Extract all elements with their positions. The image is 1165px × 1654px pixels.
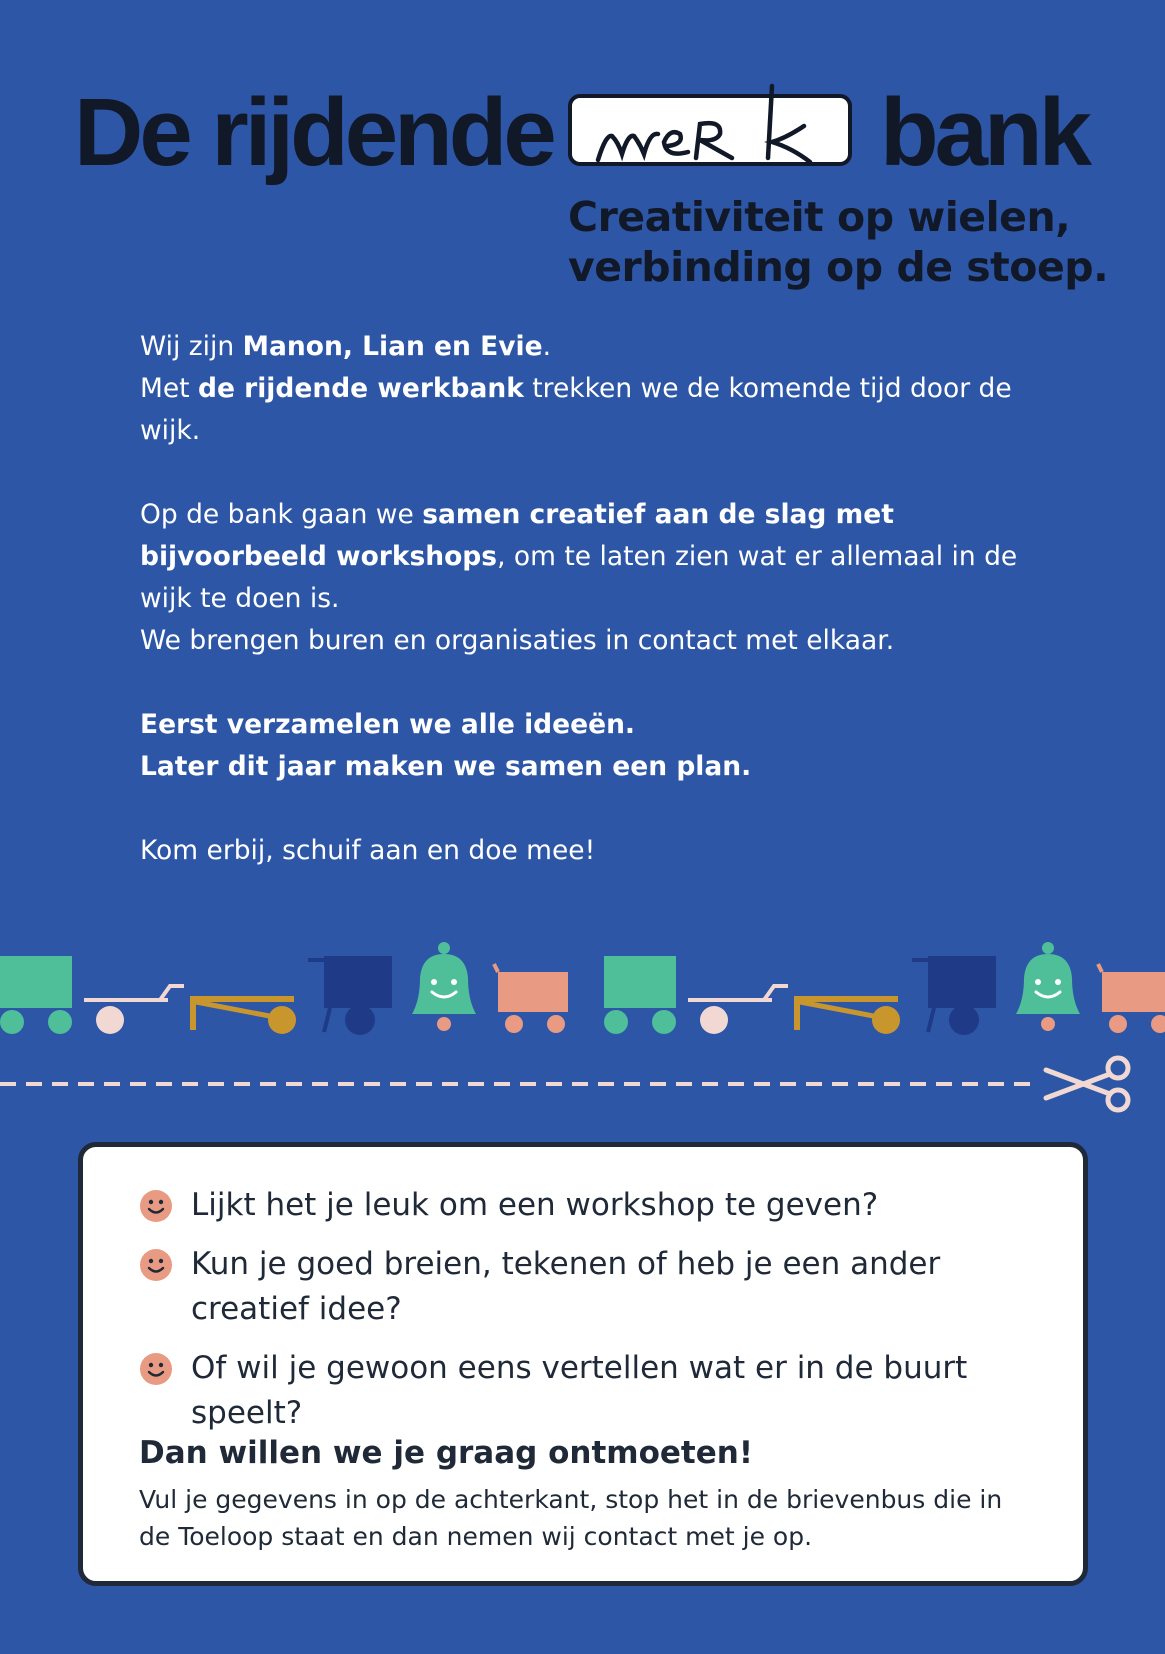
smiling-bell-icon [412,942,476,1031]
intro-bold-line: Later dit jaar maken we samen een plan. [140,751,752,782]
intro-text-segment: , om te laten zien wat er allemaal in de wijk te doen is. [140,541,1018,614]
werk-handwriting-icon [572,82,856,178]
vehicle-border [0,930,1165,1050]
subtitle-line1: Creativiteit op wielen, [568,193,1071,241]
intro-bank-name: de rijdende werkbank [197,373,524,404]
title-part1: De rijdende [74,79,553,186]
smiley-icon [139,1352,173,1386]
cut-line [0,1050,1165,1120]
list-item [139,1346,1039,1436]
intro-paragraph-1 [140,326,1020,452]
list-item [139,1242,1039,1332]
title-part2: bank [880,79,1089,186]
intro-bold-line: Eerst verzamelen we alle ideeën. [140,709,635,740]
intro-paragraph-2 [140,494,1020,662]
intro-text-segment: Op de bank gaan we [140,499,423,530]
pram-icon [308,956,392,1035]
intro-text-segment: Wij zijn [140,331,243,362]
subtitle [568,192,1128,292]
wagon-icon [0,956,72,1034]
question-text: Lijkt het je leuk om een workshop te geven? [191,1187,879,1223]
intro-text-segment: . [542,331,551,362]
question-list [139,1183,1039,1450]
contact-card [78,1142,1088,1586]
intro-paragraph-4: Kom erbij, schuif aan en doe mee! [140,835,596,866]
intro-text-segment: Met [140,373,198,404]
intro-names: Manon, Lian en Evie [242,331,543,362]
card-heading: Dan willen we je graag ontmoeten! [139,1435,753,1471]
list-item [139,1183,1039,1228]
werk-logo-box [568,94,852,166]
hand-cart-icon [190,996,296,1034]
intro-text-segment: We brengen buren en organisaties in contact met elkaar. [140,625,895,656]
question-text: Of wil je gewoon eens vertellen wat er in de buurt speelt? [191,1350,968,1431]
vehicle-set [0,942,568,1035]
title-row [74,78,1094,188]
question-text: Kun je goed breien, tekenen of heb je een ander creatief idee? [191,1246,941,1327]
smiley-icon [139,1248,173,1282]
smiley-icon [139,1189,173,1223]
flatbed-cart-icon [84,986,184,1034]
scissors-icon [1046,1058,1128,1110]
subtitle-line2: verbinding op de stoep. [568,243,1109,291]
card-instruction: Vul je gegevens in op de achterkant, stop het in de brievenbus die in de Toeloop staat en dan nemen wij contact met je op. [139,1485,1003,1551]
intro-text [140,326,1020,914]
intro-text-segment: trekken we de komende tijd door de wijk. [140,373,1012,446]
trolley-icon [494,964,568,1033]
intro-paragraph-3 [140,704,1020,788]
intro-highlight: samen creatief aan de slag met bijvoorbeeld workshops [140,499,894,572]
